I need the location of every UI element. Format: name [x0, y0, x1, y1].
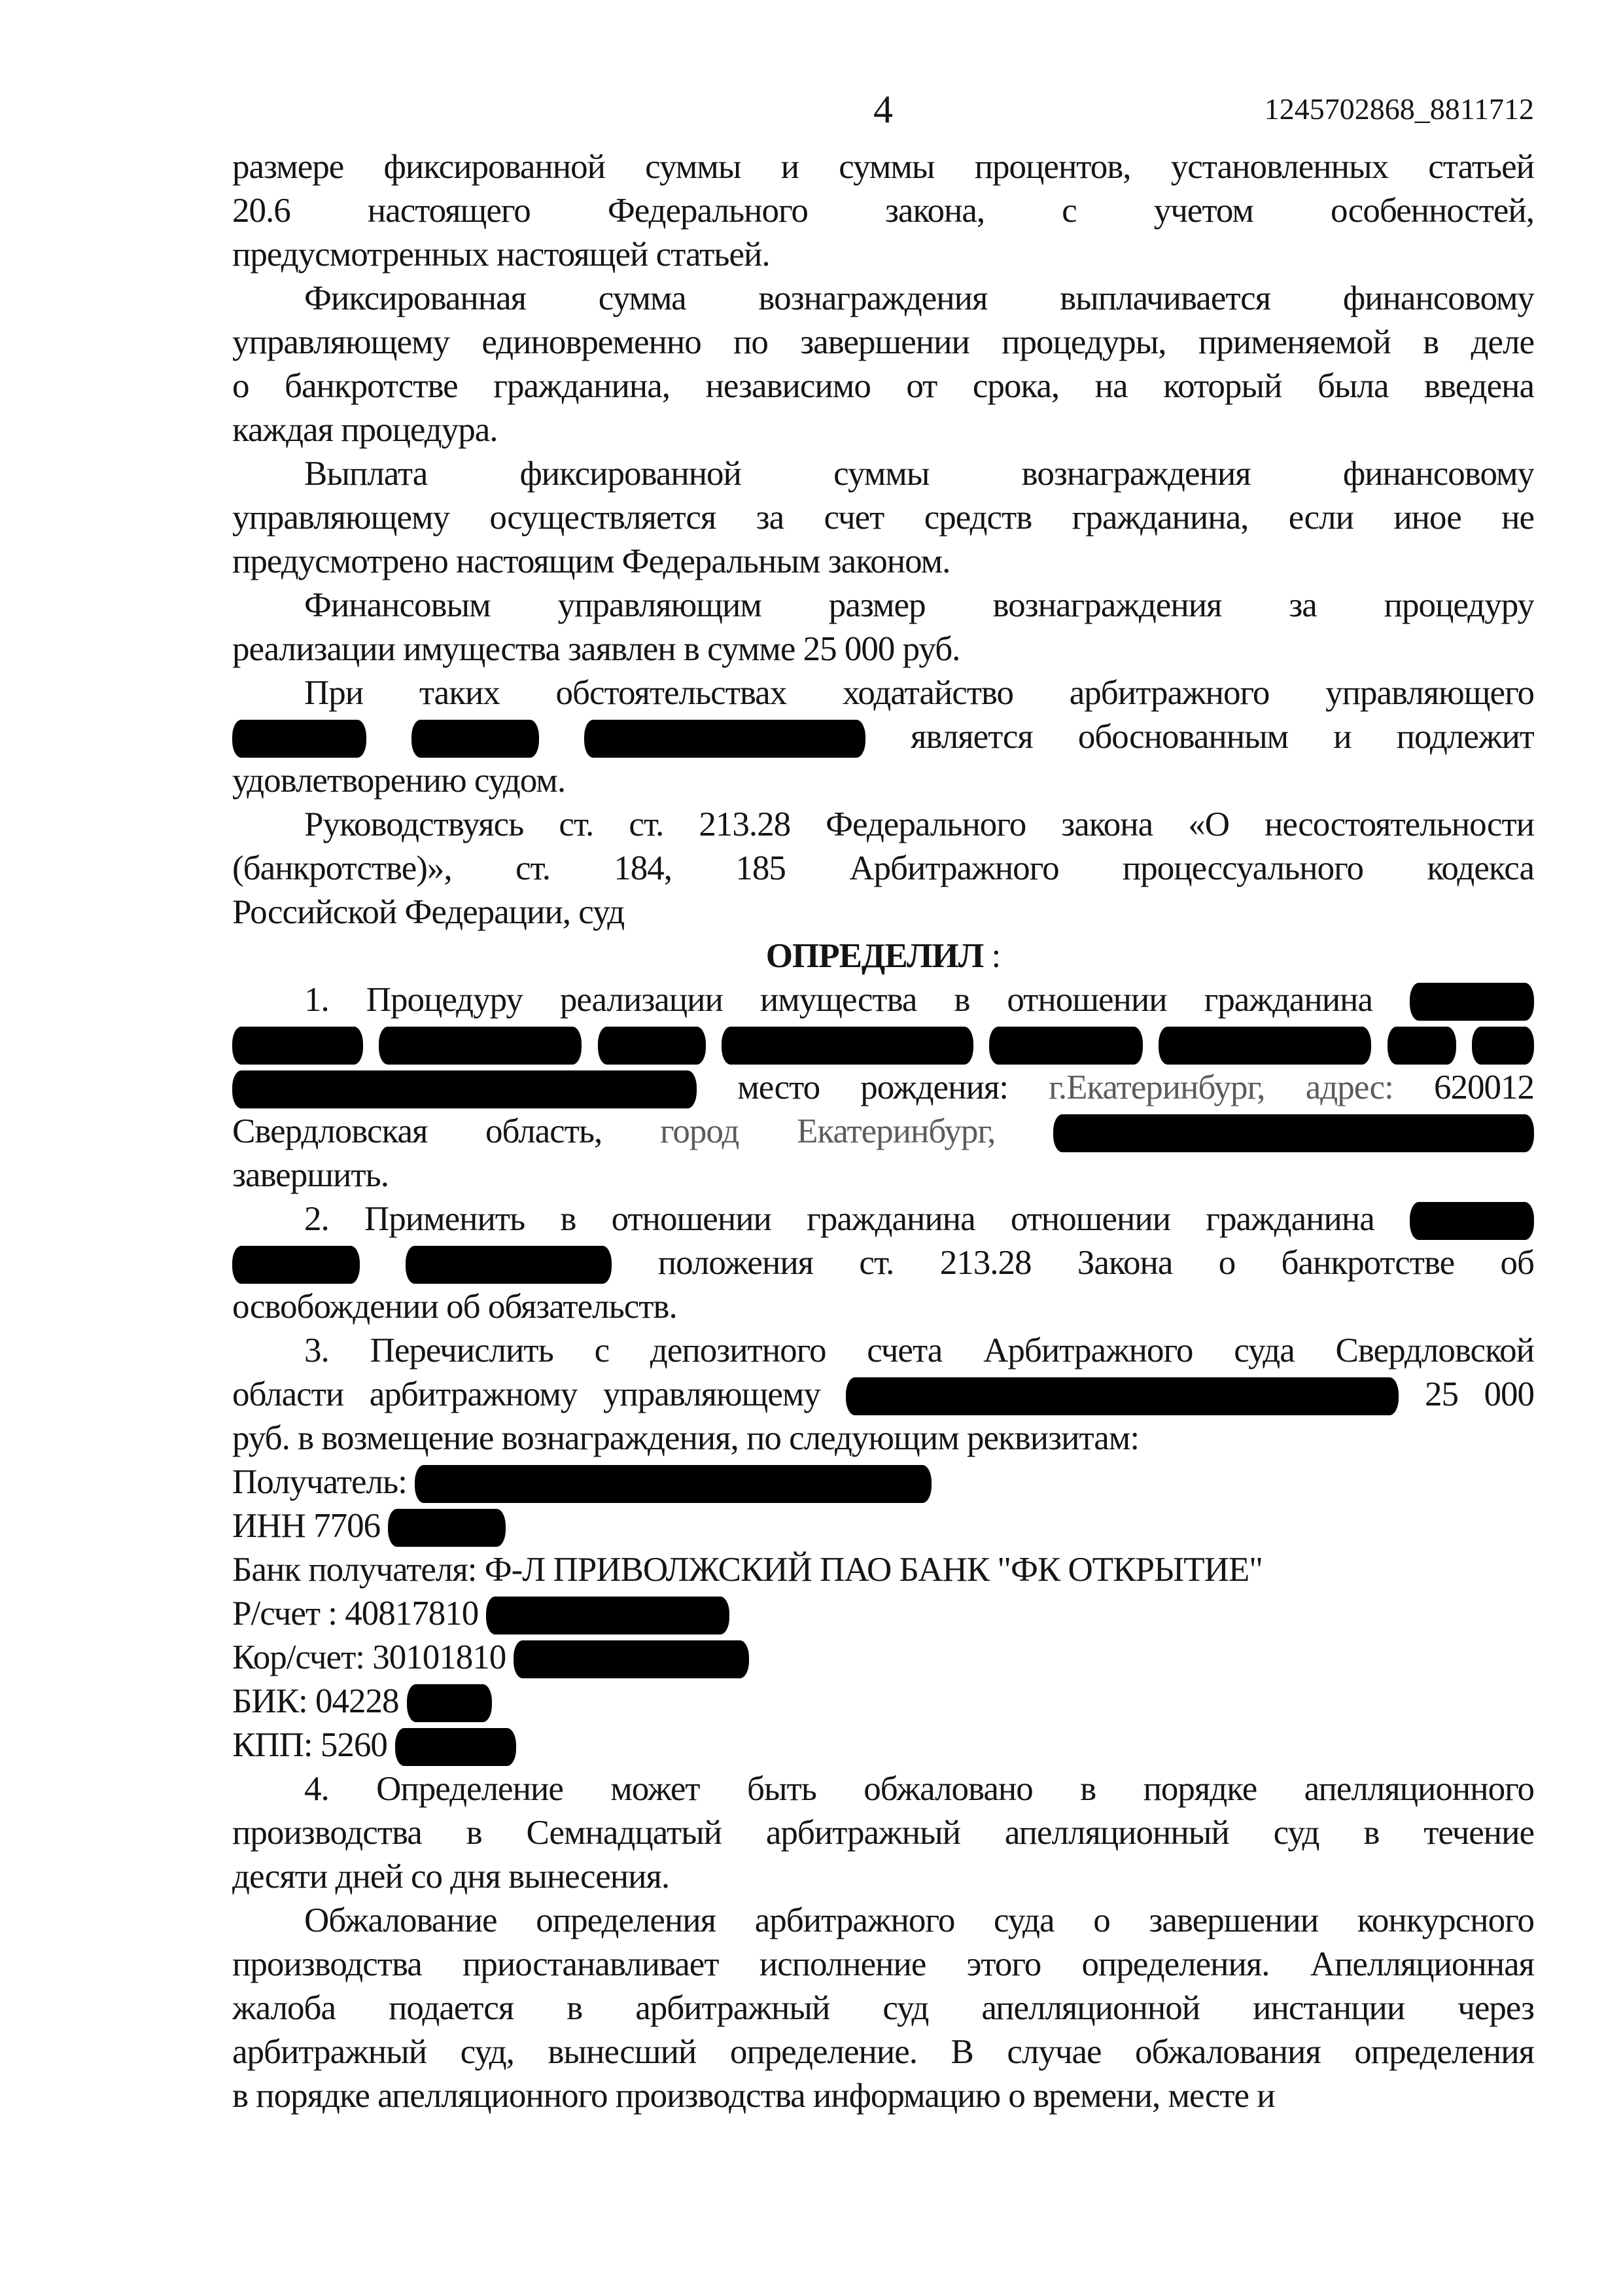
- redaction-bar: [379, 1027, 582, 1065]
- redaction-bar: [232, 1246, 360, 1284]
- text-line: [232, 496, 1534, 540]
- redaction-bar: [415, 1465, 932, 1503]
- text-run: о банкротстве гражданина, независимо от срока, на который была введена: [232, 367, 1534, 405]
- text-run: области арбитражному управляющему: [232, 1375, 820, 1413]
- text-line: [232, 364, 1534, 408]
- text-run: производства в Семнадцатый арбитражный апелляционный суд в течение: [232, 1814, 1534, 1852]
- text-line: [232, 145, 1534, 189]
- text-line: [232, 1548, 1534, 1592]
- text-line: [232, 1285, 1534, 1329]
- redaction-bar: [1159, 1027, 1371, 1065]
- text-run: производства приостанавливает исполнение этого определения. Апелляционная: [232, 1945, 1534, 1983]
- text-line: [232, 452, 1534, 496]
- muted-text-run: г.Екатеринбург,: [1049, 1069, 1265, 1106]
- redaction-bar: [1472, 1027, 1534, 1065]
- text-line: [232, 1022, 1534, 1066]
- text-line: [232, 1899, 1534, 1943]
- text-run: КПП: 5260: [232, 1726, 387, 1764]
- text-line: [232, 1723, 1534, 1767]
- text-line: [232, 2074, 1534, 2118]
- text-line: [232, 1680, 1534, 1723]
- text-line: [232, 759, 1534, 803]
- text-run: жалоба подается в арбитражный суд апелляционной инстанции через: [232, 1989, 1534, 2027]
- text-run: положения ст. 213.28 Закона о банкротстве об: [657, 1244, 1534, 1282]
- text-run: в порядке апелляционного производства информацию о времени, месте и: [232, 2077, 1275, 2115]
- text-run: Руководствуясь ст. ст. 213.28 Федерального закона «О несостоятельности: [304, 805, 1534, 843]
- text-run: 620012: [1434, 1069, 1534, 1106]
- text-run: Р/счет : 40817810: [232, 1595, 479, 1633]
- text-line: [232, 584, 1534, 627]
- text-line: [232, 1417, 1534, 1460]
- text-line: [232, 1241, 1534, 1285]
- redaction-bar: [989, 1027, 1143, 1065]
- redaction-bar: [1387, 1027, 1456, 1065]
- text-run: 3. Перечислить с депозитного счета Арбитражного суда Свердловской: [304, 1332, 1534, 1369]
- text-run: завершить.: [232, 1156, 389, 1194]
- page-header: [232, 86, 1534, 132]
- redaction-bar: [846, 1377, 1399, 1415]
- text-line: [232, 1592, 1534, 1636]
- text-line: [232, 1943, 1534, 1987]
- redaction-bar: [388, 1509, 506, 1547]
- text-run: Обжалование определения арбитражного суда о завершении конкурсного: [304, 1901, 1534, 1939]
- muted-text-run: город Екатеринбург,: [659, 1112, 996, 1150]
- text-run: 1. Процедуру реализации имущества в отношении гражданина: [304, 981, 1373, 1019]
- text-line: [232, 671, 1534, 715]
- redaction-bar: [411, 720, 539, 758]
- ruling-heading: [232, 934, 1534, 978]
- text-line: [232, 1636, 1534, 1680]
- text-line: [232, 1855, 1534, 1899]
- text-line: [232, 1329, 1534, 1373]
- text-run: Банк получателя: Ф-Л ПРИВОЛЖСКИЙ ПАО БАНК "ФК ОТКРЫТИЕ": [232, 1551, 1263, 1589]
- redaction-bar: [722, 1027, 973, 1065]
- text-line: [232, 233, 1534, 277]
- text-run: десяти дней со дня вынесения.: [232, 1858, 670, 1896]
- text-line: [232, 1197, 1534, 1241]
- redaction-bar: [598, 1027, 706, 1065]
- redaction-bar: [1053, 1114, 1534, 1152]
- text-line: [232, 1460, 1534, 1504]
- text-run: предусмотренных настоящей статьей.: [232, 236, 770, 274]
- redaction-bar: [1410, 1202, 1534, 1240]
- redaction-bar: [1410, 983, 1534, 1021]
- redaction-bar: [232, 1027, 363, 1065]
- text-run: освобождении об обязательств.: [232, 1288, 677, 1326]
- text-run: Свердловская область,: [232, 1112, 602, 1150]
- text-run: Финансовым управляющим размер вознаграждения за процедуру: [304, 586, 1534, 624]
- text-run: БИК: 04228: [232, 1682, 399, 1720]
- redaction-bar: [486, 1597, 729, 1634]
- text-run: каждая процедура.: [232, 411, 498, 449]
- text-line: [232, 1110, 1534, 1154]
- text-run: 20.6 настоящего Федерального закона, с учетом особенностей,: [232, 192, 1534, 230]
- text-line: [232, 277, 1534, 321]
- text-line: [232, 978, 1534, 1022]
- text-line: [232, 2030, 1534, 2074]
- redaction-bar: [584, 720, 865, 758]
- redaction-bar: [232, 720, 366, 758]
- redaction-bar: [407, 1684, 492, 1722]
- document-id: 1245702868_8811712: [1264, 92, 1534, 126]
- text-line: [232, 1154, 1534, 1197]
- text-line: [232, 540, 1534, 584]
- text-line: [232, 408, 1534, 452]
- text-line: [232, 1811, 1534, 1855]
- text-run: (банкротстве)», ст. 184, 185 Арбитражного процессуального кодекса: [232, 849, 1534, 887]
- text-run: удовлетворению судом.: [232, 762, 566, 800]
- text-block: [232, 145, 1534, 2118]
- text-run: управляющему осуществляется за счет средств гражданина, если иное не: [232, 499, 1534, 537]
- text-run: место рождения:: [737, 1069, 1008, 1106]
- text-line: [232, 1987, 1534, 2030]
- text-line: [232, 1504, 1534, 1548]
- text-run: руб. в возмещение вознаграждения, по следующим реквизитам:: [232, 1419, 1140, 1457]
- text-run: управляющему единовременно по завершении процедуры, применяемой в деле: [232, 323, 1534, 361]
- text-line: [232, 321, 1534, 364]
- text-run: Российской Федерации, суд: [232, 893, 625, 931]
- text-run: Фиксированная сумма вознаграждения выплачивается финансовому: [304, 279, 1534, 317]
- text-line: [232, 189, 1534, 233]
- text-run: предусмотрено настоящим Федеральным законом.: [232, 542, 951, 580]
- text-run: Выплата фиксированной суммы вознаграждения финансовому: [304, 455, 1534, 493]
- text-run: При таких обстоятельствах ходатайство арбитражного управляющего: [304, 674, 1534, 712]
- text-run: 25 000: [1425, 1375, 1534, 1413]
- redaction-bar: [232, 1070, 697, 1108]
- text-run: ИНН 7706: [232, 1507, 381, 1545]
- text-run: 4. Определение может быть обжаловано в порядке апелляционного: [304, 1770, 1534, 1808]
- text-line: [232, 1373, 1534, 1417]
- redaction-bar: [514, 1640, 749, 1678]
- text-run: Получатель:: [232, 1463, 407, 1501]
- text-run: :: [991, 937, 1001, 975]
- redaction-bar: [395, 1728, 516, 1766]
- text-run: Кор/счет: 30101810: [232, 1638, 506, 1676]
- redaction-bar: [406, 1246, 612, 1284]
- text-line: [232, 891, 1534, 934]
- text-line: [232, 803, 1534, 847]
- text-line: [232, 1066, 1534, 1110]
- page-number: 4: [873, 88, 893, 131]
- text-run: является обоснованным и подлежит: [911, 718, 1534, 756]
- text-line: [232, 627, 1534, 671]
- text-line: [232, 715, 1534, 759]
- muted-text-run: адрес:: [1305, 1069, 1393, 1106]
- text-run: реализации имущества заявлен в сумме 25 000 руб.: [232, 630, 960, 668]
- text-run: 2. Применить в отношении гражданина отношении гражданина: [304, 1200, 1374, 1238]
- text-run: арбитражный суд, вынесший определение. В случае обжалования определения: [232, 2033, 1534, 2071]
- text-run: размере фиксированной суммы и суммы процентов, установленных статьей: [232, 148, 1534, 186]
- text-line: [232, 1767, 1534, 1811]
- heading-text: ОПРЕДЕЛИЛ: [765, 937, 984, 975]
- text-line: [232, 847, 1534, 891]
